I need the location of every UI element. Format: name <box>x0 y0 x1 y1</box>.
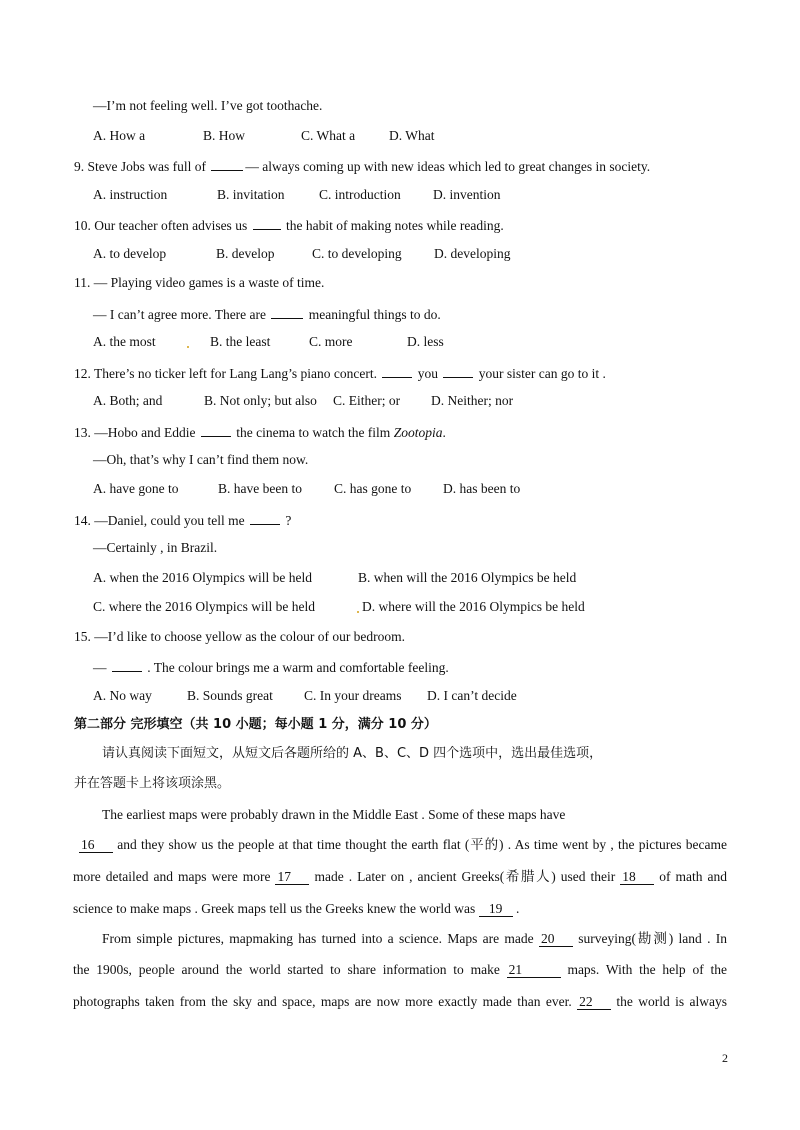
cloze-blank-16: 16 <box>79 838 113 853</box>
passage-p2-line3: photographs taken from the sky and space, maps are now more exactly made than ever. 22 the world is always <box>73 994 728 1009</box>
q10-option-a: A. to develop <box>93 246 167 261</box>
q13-option-b: B. have been to <box>218 481 302 496</box>
q9-option-a: A. instruction <box>93 187 168 202</box>
passage-p1-line1: The earliest maps were probably drawn in the Middle East . Some of these maps have <box>102 807 566 822</box>
section-instruction-2: 并在答题卡上将该项涂黑。 <box>74 776 231 791</box>
q13-option-c: C. has gone to <box>334 481 412 496</box>
q9-option-b: B. invitation <box>217 187 285 202</box>
section-heading: 第二部分 完形填空（共 10 小题；每小题 1 分，满分 10 分） <box>74 717 437 732</box>
cloze-blank-19: 19 <box>479 902 513 917</box>
q11-line1: 11. — Playing video games is a waste of time. <box>74 275 325 290</box>
passage-p2-line1: From simple pictures, mapmaking has turned into a science. Maps are made 20 surveying(勘测) land . In <box>102 931 727 946</box>
q14-blank <box>250 512 280 525</box>
q12-option-d: D. Neither; nor <box>431 393 514 408</box>
q15-option-c: C. In your dreams <box>304 688 402 703</box>
q10-option-c: C. to developing <box>312 246 402 261</box>
q15-option-d: D. I can’t decide <box>427 688 517 703</box>
q8-option-b: B. How <box>203 128 246 143</box>
q15-line1: 15. —I’d like to choose yellow as the colour of our bedroom. <box>74 629 406 644</box>
q15-option-a: A. No way <box>93 688 152 703</box>
q13-line2: —Oh, that’s why I can’t find them now. <box>93 452 309 467</box>
q10-stem: 10. Our teacher often advises us the habit of making notes while reading. <box>74 218 504 233</box>
q11-line2: — I can’t agree more. There are meaningful things to do. <box>93 307 441 322</box>
q9-option-c: C. introduction <box>319 187 401 202</box>
q11-blank <box>271 306 303 319</box>
q15-line2: — . The colour brings me a warm and comfortable feeling. <box>93 660 449 675</box>
q14-option-c: C. where the 2016 Olympics will be held <box>93 599 315 614</box>
passage-p1-line4: science to make maps . Greek maps tell us the Greeks knew the world was 19 . <box>73 901 520 916</box>
q12-option-a: A. Both; and <box>93 393 163 408</box>
section-instruction-1: 请认真阅读下面短文，从短文后各题所给的 A、B、C、D 四个选项中，选出最佳选项， <box>102 746 603 761</box>
passage-p1-line2: 16 and they show us the people at that time thought the earth flat (平的) . As time went by , the pictures became <box>81 837 727 852</box>
q11-option-c: C. more <box>309 334 353 349</box>
cloze-blank-22: 22 <box>577 995 611 1010</box>
q14-option-d: D. where will the 2016 Olympics be held <box>362 599 585 614</box>
q9-blank <box>211 158 243 171</box>
q10-option-b: B. develop <box>216 246 275 261</box>
q9-option-d: D. invention <box>433 187 501 202</box>
q13-option-a: A. have gone to <box>93 481 179 496</box>
q14-option-a: A. when the 2016 Olympics will be held <box>93 570 312 585</box>
passage-p2-line2: the 1900s, people around the world started to share information to make 21 maps. With the help of the <box>73 962 727 977</box>
q10-blank <box>253 217 281 230</box>
q8-line2: —I’m not feeling well. I’ve got toothache. <box>93 98 323 113</box>
scan-speck <box>187 346 189 348</box>
q15-option-b: B. Sounds great <box>187 688 273 703</box>
q8-option-d: D. What <box>389 128 435 143</box>
cloze-blank-18: 18 <box>620 870 654 885</box>
q8-option-c: C. What a <box>301 128 356 143</box>
q15-blank <box>112 659 142 672</box>
q14-option-b: B. when will the 2016 Olympics be held <box>358 570 577 585</box>
q11-option-a: A. the most <box>93 334 156 349</box>
q13-line1: 13. —Hobo and Eddie the cinema to watch the film Zootopia. <box>74 425 446 440</box>
scan-speck <box>357 611 359 613</box>
q13-option-d: D. has been to <box>443 481 521 496</box>
q11-option-b: B. the least <box>210 334 271 349</box>
q12-blank-2 <box>443 365 473 378</box>
passage-p1-line3: more detailed and maps were more 17 made . Later on , ancient Greeks(希腊人) used their 18 of math and <box>73 869 728 884</box>
q12-stem: 12. There’s no ticker left for Lang Lang’s piano concert. you your sister can go to it . <box>74 366 606 381</box>
q12-option-b: B. Not only; but also <box>204 393 317 408</box>
film-title: Zootopia <box>393 425 443 440</box>
q9-stem: 9. Steve Jobs was full of — always coming up with new ideas which led to great changes in society. <box>74 159 651 174</box>
q12-option-c: C. Either; or <box>333 393 401 408</box>
cloze-blank-21: 21 <box>507 963 561 978</box>
q8-option-a: A. How a <box>93 128 146 143</box>
q10-option-d: D. developing <box>434 246 511 261</box>
q13-blank <box>201 424 231 437</box>
cloze-blank-17: 17 <box>275 870 309 885</box>
q12-blank-1 <box>382 365 412 378</box>
q11-option-d: D. less <box>407 334 444 349</box>
q14-line1: 14. —Daniel, could you tell me ? <box>74 513 292 528</box>
q14-line2: —Certainly , in Brazil. <box>93 540 218 555</box>
cloze-blank-20: 20 <box>539 932 573 947</box>
page-number: 2 <box>722 1051 728 1065</box>
